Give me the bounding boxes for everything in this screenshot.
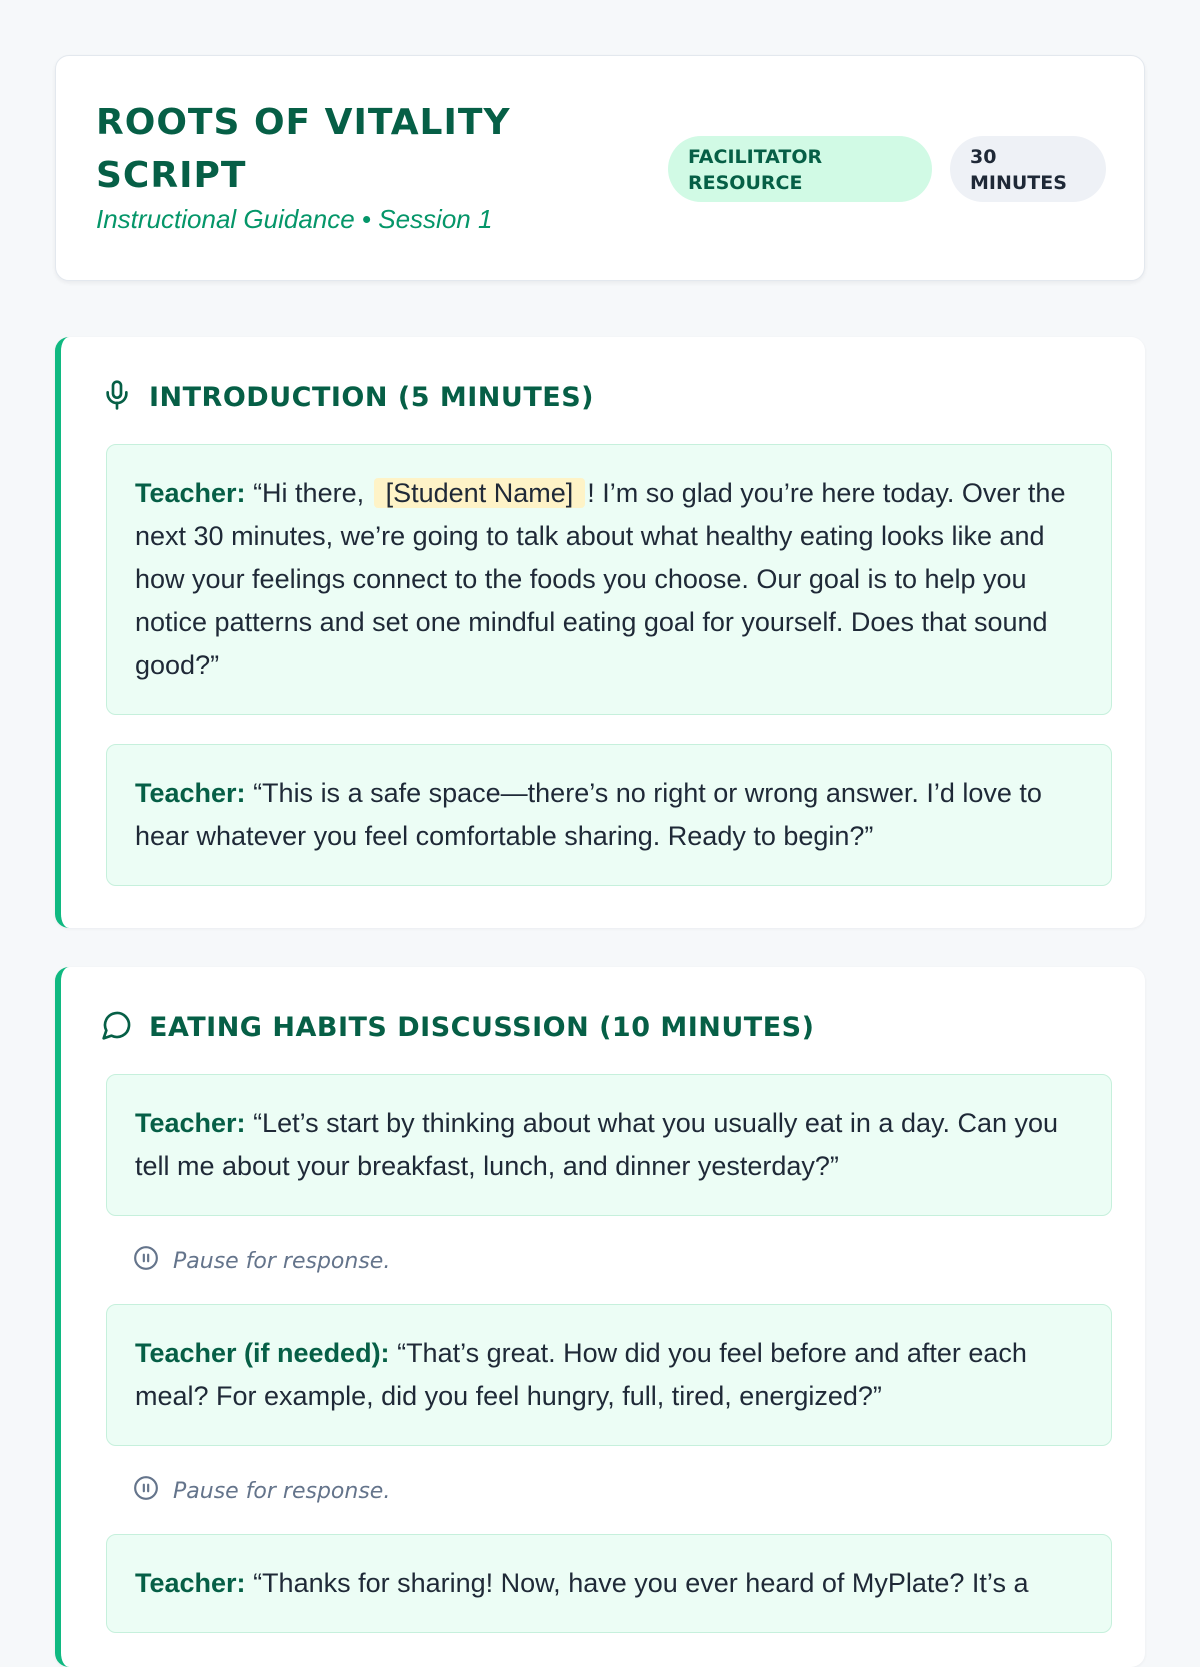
speaker-label: Teacher:	[135, 1568, 246, 1598]
speaker-label: Teacher (if needed):	[135, 1338, 390, 1368]
section-header	[101, 1007, 814, 1047]
microphone-icon	[101, 379, 133, 416]
teacher-dialogue	[106, 1074, 1112, 1216]
dialogue-text: “Let’s start by thinking about what you usually eat in a day. Can you tell me about your breakfast, lunch, and dinner yesterday?”	[135, 1108, 1059, 1181]
teacher-dialogue	[106, 1534, 1112, 1633]
duration-badge: 30 MINUTES	[950, 136, 1106, 202]
section-header	[101, 377, 594, 417]
speaker-label: Teacher:	[135, 1108, 246, 1138]
pause-note	[133, 1244, 390, 1278]
teacher-dialogue	[106, 744, 1112, 886]
pause-note	[133, 1474, 390, 1508]
eating-habits-section	[55, 967, 1145, 1667]
dialogue-text: “This is a safe space—there’s no right or wrong answer. I’d love to hear whatever you feel comfortable sharing. Ready to begin?”	[135, 778, 1042, 851]
teacher-dialogue	[106, 1304, 1112, 1446]
introduction-section	[55, 337, 1145, 928]
dialogue-text: ! I’m so glad you’re here today. Over the next 30 minutes, we’re going to talk about what healthy eating looks like and how your feelings connect to the foods you choose. Our goal is to help you notice patterns and set one mindful eating goal for yourself. Does that sound good?”	[135, 478, 1066, 680]
page-title: ROOTS OF VITALITY SCRIPT	[96, 102, 511, 196]
speaker-label: Teacher:	[135, 778, 246, 808]
pause-icon	[133, 1245, 173, 1277]
section-title: INTRODUCTION (5 MINUTES)	[149, 381, 594, 413]
section-title: EATING HABITS DISCUSSION (10 MINUTES)	[149, 1011, 815, 1043]
chat-bubble-icon	[101, 1009, 133, 1046]
facilitator-badge: FACILITATOR RESOURCE	[668, 136, 932, 202]
dialogue-text: “Thanks for sharing! Now, have you ever heard of MyPlate? It’s a	[253, 1568, 1029, 1598]
pause-text: Pause for response.	[173, 1248, 391, 1274]
dialogue-text: “That’s great. How did you feel before and after each meal? For example, did you feel hungry, full, tired, energized?”	[135, 1338, 1027, 1411]
speaker-label: Teacher:	[135, 478, 246, 508]
student-name-placeholder: [Student Name]	[374, 478, 586, 508]
dialogue-text: “Hi there,	[253, 478, 365, 508]
teacher-dialogue	[106, 444, 1112, 715]
pause-icon	[133, 1475, 173, 1507]
header-card	[55, 55, 1145, 281]
pause-text: Pause for response.	[173, 1478, 391, 1504]
page-subtitle: Instructional Guidance • Session 1	[96, 204, 493, 234]
